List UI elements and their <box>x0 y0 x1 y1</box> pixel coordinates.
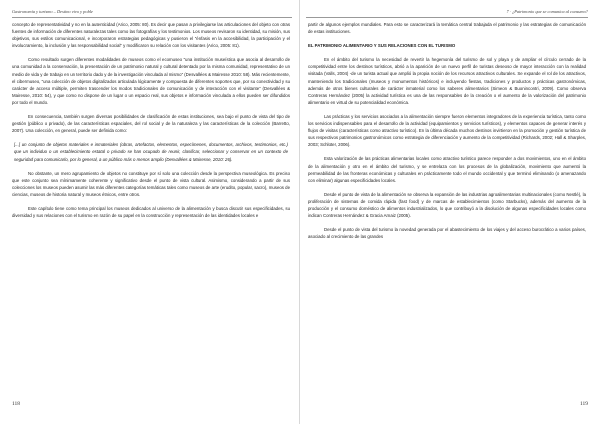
paragraph: Las prácticas y los servicios asociados a la alimentación siempre fueron elementos integradores de la experiencia turística, tanto como los servicios indispensables para el desarrollo de la actividad (equipamientos y servicios turísticos), y elementos capaces de generar interés y flujos de visitas (características como atractivo turístico). En la última década muchos destinos invirtieron en la promoción y gestión turística de sus respectivos patrimonios gastronómicos como estrategia de diferenciación y aumento de la competitividad (Richards, 2002; Hall & Sharples, 2003; Schlüter, 2006). <box>308 113 586 148</box>
block-quote: [...] un conjunto de objetos materiales e inmateriales (obras, artefactos, elementos, especímenes, documentos, archivos, testimonios, etc.) que un individuo o un establecimiento estatal o privado se han ocupado de reunir, clasificar, seleccionar y conservar en un contexto de seguridad para comunicarlo, por lo general, a un público más o menos amplio (Desvallées & Mairesse, 2010: 26). <box>14 142 288 162</box>
paragraph: Desde el punto de vista de la alimentación se observa la expansión de las industrias agroalimentarias multinacionales (como Nestlé), la proliferación de sistemas de comida rápida (fast food) y de marcas de establecimientos (como Starbucks), además del aumento de la producción y el consumo doméstico de alimentos industrializados, lo que contribuyó a la disolución de algunas especificidades locales como indican Contreras Hernández & Gracia Arnaiz (2005). <box>308 191 586 219</box>
section-heading: EL PATRIMONIO ALIMENTARIO Y SUS RELACIONES CON EL TURISMO <box>308 43 456 49</box>
right-body-text <box>308 21 586 247</box>
left-body-text <box>12 21 290 226</box>
header-rule <box>12 17 292 18</box>
paragraph: Como resultado surgen diferentes modalidades de museos como el ecomuseo “una institución museística que asocia al desarrollo de una comunidad a la conservación, la presentación de un patrimonio natural y cultural detentado por la misma comunidad, representativo de un medio de vida y de trabajo en un territorio dado y de la investigación vinculada al mismo” (Desvallées & Mairesse 2010: 58). Más recientemente, el cibermuseo, “una colección de objetos digitalizados articulada lógicamente y compuesta de diferentes soportes que, por su conectividad y su carácter de acceso múltiple, permiten trascender los modos tradicionales de comunicación y de interacción con el visitante” (Desvallées & Mairesse, 2010: 54), y que como no dispone de un lugar o un espacio real, sus objetos e información vinculada a ellos pueden ser difundidos por todo el mundo. <box>12 57 290 105</box>
paragraph: No obstante, un mero agrupamiento de objetos no constituye por sí solo una colección desde la perspectiva museológica. Es preciso que este conjunto sea mínimamente coherente y significativo desde el punto de vista cultural. Asimismo, considerando a partir de sus colecciones los museos pueden asumir las más diferentes categorías temáticas tales como museos de arte (erudito, popular, sacro), museos de ciencias, museos de historia natural y museos étnicos, entre otros. <box>12 170 290 197</box>
paragraph: concepto de representatividad y no en la autenticidad (Arico, 2005: 80). Es decir que pasan a privilegiarse las articulaciones del objeto con otras fuentes de información de diferentes naturalezas tales como las fotografías y los testimonios. Los museos revisaron su identidad, su misión, sus objetivos, sus estilos comunicacional, e incorporaron estrategias pedagógicas y pusieron el “énfasis en la accesibilidad, la participación y el involucramiento, la inclusión y las responsabilidad social” y modificaron su relación con los visitantes (Arico, 2005: 81). <box>12 22 290 49</box>
running-header: Gastronomía y turismo – Destino vivo y poble <box>12 9 93 14</box>
paragraph: En consecuencia, también surgen diversas posibilidades de clasificación de estas instituciones, sea bajo el punto de vista del tipo de gestión (público o privado), de las características espaciales, del rol social y de la naturaleza y las características de la colección (Barretto, 2007). Una colección, en general, puede ser definida como: <box>12 114 290 134</box>
paragraph: Este capítulo tiene como tema principal los museos dedicados al universo de la alimentación y busca discutir sus especificidades, su diversidad y sus relaciones con el turismo en razón de su papel en la construcción y representación de las identidades locales e <box>12 205 290 219</box>
right-page <box>300 0 600 424</box>
page-number: 119 <box>579 401 588 407</box>
running-header: 7 · ¿Patrimonio que se comunica al consumo? <box>506 9 588 14</box>
paragraph: partir de algunos ejemplos mundiales. Para esto se caracterizará la temática central trabajada el patrimonio y las estrategias de comunicación de estas instituciones. <box>308 22 586 35</box>
paragraph: Desde el punto de vista del turismo la novedad generada por el abastecimiento de los viajes y del acceso burocrático a varios países, asociado al crecimiento de las grandes <box>308 227 586 240</box>
header-rule <box>306 17 588 18</box>
paragraph: En el ámbito del turismo la necesidad de revertir la hegemonía del turismo de sol y playa y de ampliar el círculo cerrado de la competitividad entre los destinos turísticos, abrió a la aparición de un nuevo perfil de turistas deseoso de mayor interacción con la realidad visitada (Valls, 2004) -de un turista actual que amplió la propia noción de los recursos atractivos culturales. Se expande el rol de los atractivos, manteniendo los tradicionales (museos y monumentos históricos) e incluyendo fiestas, tradiciones y productos y prácticas gastronómicas, además de otros bienes culturales de carácter inmaterial como los saberes alimentarios (Simeon & Buonincontri, 2009). Como observa Contreras Hernández (2005) la actividad turística es una de las responsables de la creación o el aumento de la valorización del patrimonio alimentario en virtud de su potencialidad económica. <box>308 57 586 105</box>
page-number: 118 <box>12 401 21 407</box>
paragraph: Esta valorización de las prácticas alimentarias locales como atractivo turístico parece responder a dos movimientos, uno en el ámbito de la alimentación y otro en el ámbito del turismo, y se entrelaza con los procesos de la globalización, movimiento que aumentó la permeabilidad de las fronteras económicas y culturales en prácticamente todo el mundo occidental y que terminó eliminando (o amenazando con eliminar) algunas especificidades locales. <box>308 156 586 183</box>
